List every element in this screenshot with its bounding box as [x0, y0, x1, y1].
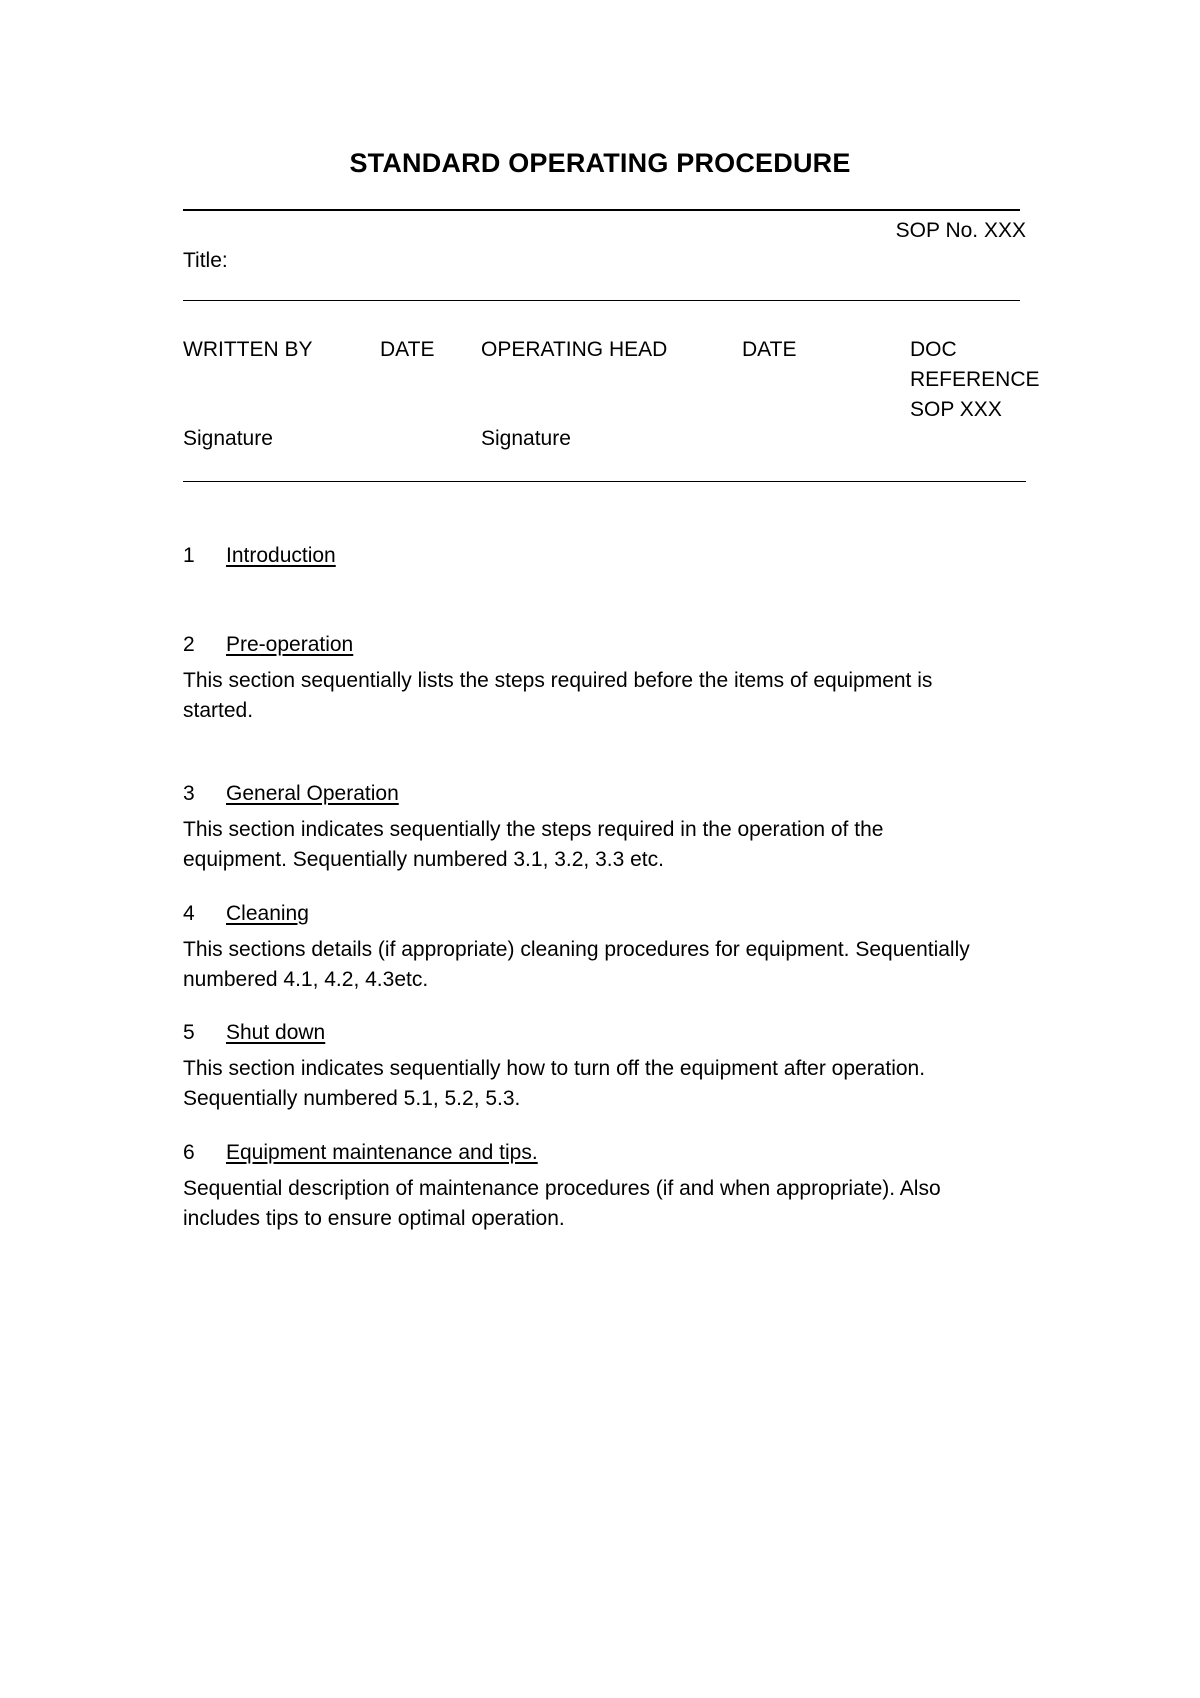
body-line: started. [183, 699, 254, 722]
sop-number: SOP No. XXX [895, 219, 1026, 242]
body-line: This sections details (if appropriate) cleaning procedures for equipment. Sequentially [183, 938, 970, 961]
date-label-1: DATE [380, 338, 435, 361]
section-body [183, 666, 1043, 726]
doc-reference-line: SOP XXX [910, 398, 1002, 421]
section-title: Pre-operation [226, 633, 354, 656]
section-title: Shut down [226, 1021, 326, 1044]
section-number: 1 [183, 544, 195, 567]
section-title: Cleaning [226, 902, 309, 925]
section-cleaning [183, 899, 1043, 995]
title-label: Title: [183, 249, 228, 272]
body-line: This section sequentially lists the steps required before the items of equipment is [183, 669, 933, 692]
signature-label-2: Signature [481, 427, 571, 450]
signature-label-1: Signature [183, 427, 273, 450]
section-body [183, 1174, 1043, 1234]
section-body [183, 815, 1043, 875]
section-number: 2 [183, 633, 195, 656]
title-divider [183, 300, 1020, 301]
body-line: numbered 4.1, 4.2, 4.3etc. [183, 968, 429, 991]
section-heading [183, 899, 1043, 929]
section-introduction [183, 541, 1043, 571]
heading-divider [183, 209, 1020, 211]
section-shut-down [183, 1018, 1043, 1114]
section-number: 4 [183, 902, 195, 925]
document-heading: STANDARD OPERATING PROCEDURE [349, 148, 851, 178]
section-title: General Operation [226, 782, 399, 805]
body-line: Sequential description of maintenance procedures (if and when appropriate). Also [183, 1177, 941, 1200]
doc-reference-line: DOC [910, 338, 957, 361]
section-number: 6 [183, 1141, 195, 1164]
written-by-label: WRITTEN BY [183, 338, 313, 361]
operating-head-label: OPERATING HEAD [481, 338, 668, 361]
body-line: includes tips to ensure optimal operation. [183, 1207, 565, 1230]
section-heading [183, 1018, 1043, 1048]
body-line: This section indicates sequentially the steps required in the operation of the [183, 818, 884, 841]
doc-reference [910, 335, 1040, 425]
body-line: This section indicates sequentially how to turn off the equipment after operation. [183, 1057, 926, 1080]
section-general-operation [183, 779, 1043, 875]
section-body [183, 1054, 1043, 1114]
section-heading [183, 1138, 1043, 1168]
date-label-2: DATE [742, 338, 797, 361]
doc-reference-line: REFERENCE [910, 368, 1040, 391]
section-heading [183, 779, 1043, 809]
section-equipment-maintenance [183, 1138, 1043, 1234]
section-heading [183, 541, 1043, 571]
section-number: 3 [183, 782, 195, 805]
body-line: Sequentially numbered 5.1, 5.2, 5.3. [183, 1087, 521, 1110]
header-table-divider [183, 481, 1026, 482]
section-number: 5 [183, 1021, 195, 1044]
section-heading [183, 630, 1043, 660]
section-title: Introduction [226, 544, 336, 567]
section-pre-operation [183, 630, 1043, 726]
section-body [183, 935, 1043, 995]
section-title: Equipment maintenance and tips. [226, 1141, 538, 1164]
body-line: equipment. Sequentially numbered 3.1, 3.2, 3.3 etc. [183, 848, 664, 871]
